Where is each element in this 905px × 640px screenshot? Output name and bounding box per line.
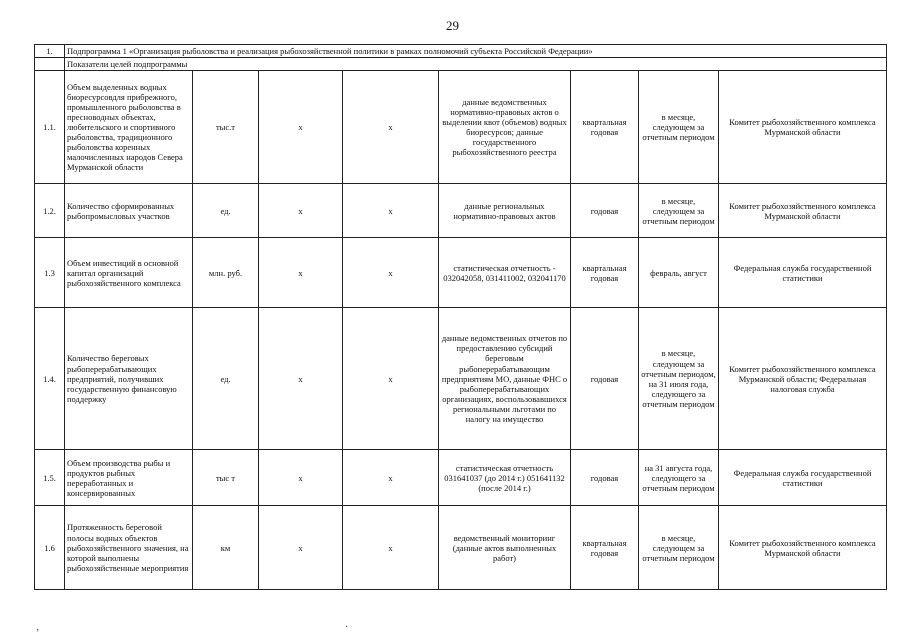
x-mark: х xyxy=(343,71,439,184)
unit: км xyxy=(193,506,259,590)
unit: ед. xyxy=(193,184,259,238)
indicator-name: Объем инвестиций в основной капитал организаций рыбохозяйственного комплекса xyxy=(65,238,193,308)
indicator-name: Количество береговых рыбоперерабатывающих предприятий, получивших государственную финансовую поддержку xyxy=(65,308,193,450)
responsible: Комитет рыбохозяйственного комплекса Мурманской области xyxy=(719,506,887,590)
responsible: Федеральная служба государственной статистики xyxy=(719,238,887,308)
x-mark: х xyxy=(343,238,439,308)
table-row xyxy=(35,71,887,184)
x-mark: х xyxy=(343,184,439,238)
deadline: в месяце, следующем за отчетным периодом xyxy=(639,184,719,238)
responsible: Комитет рыбохозяйственного комплекса Мурманской области xyxy=(719,184,887,238)
data-source: статистическая отчетность - 032042058, 031411002, 032041170 xyxy=(439,238,571,308)
goal-indicators-header-row xyxy=(35,58,887,71)
data-source: данные региональных нормативно-правовых актов xyxy=(439,184,571,238)
x-mark: х xyxy=(343,308,439,450)
periodicity: годовая xyxy=(571,308,639,450)
deadline: в месяце, следующем за отчетным периодом xyxy=(639,506,719,590)
unit: тыс т xyxy=(193,450,259,506)
empty-cell xyxy=(35,58,65,71)
responsible: Федеральная служба государственной статистики xyxy=(719,450,887,506)
x-mark: х xyxy=(259,308,343,450)
x-mark: х xyxy=(259,450,343,506)
table-row xyxy=(35,308,887,450)
deadline: в месяце, следующем за отчетным периодом, на 31 июля года, следующего за отчетным периодом xyxy=(639,308,719,450)
scan-speck: · xyxy=(345,622,349,633)
data-source: данные ведомственных отчетов по предоставлению субсидий береговым рыбоперерабатывающим предприятиям МО, данные ФНС о рыбоперерабатывающих организациях, воспользовавшихся региональными льготами по налогу на имущество xyxy=(439,308,571,450)
periodicity: квартальная годовая xyxy=(571,506,639,590)
x-mark: х xyxy=(343,450,439,506)
data-source: статистическая отчетность 031641037 (до 2014 г.) 051641132 (после 2014 г.) xyxy=(439,450,571,506)
data-source: данные ведомственных нормативно-правовых актов о выделении квот (объемов) водных биоресурсов; данные государственного рыбохозяйственного реестра xyxy=(439,71,571,184)
unit: тыс.т xyxy=(193,71,259,184)
subprogram-title: Подпрограмма 1 «Организация рыболовства и реализация рыбохозяйственной политики в рамках полномочий субъекта Российской Федерации» xyxy=(65,45,887,58)
table-row xyxy=(35,450,887,506)
row-number: 1.2. xyxy=(35,184,65,238)
goal-indicators-title: Показатели целей подпрограммы xyxy=(65,58,887,71)
data-source: ведомственный мониторинг (данные актов выполненных работ) xyxy=(439,506,571,590)
scan-speck: ‚ xyxy=(36,622,40,633)
indicator-name: Объем выделенных водных биоресурсовдля прибрежного, промышленного рыболовства в пресноводных объектах, любительского и спортивного рыболовства, традиционного рыболовства коренных малочисленных народов Севера Мурманской области xyxy=(65,71,193,184)
periodicity: годовая xyxy=(571,450,639,506)
indicator-name: Количество сформированных рыбопромысловых участков xyxy=(65,184,193,238)
responsible: Комитет рыбохозяйственного комплекса Мурманской области xyxy=(719,71,887,184)
periodicity: квартальная годовая xyxy=(571,71,639,184)
deadline: в месяце, следующем за отчетным периодом xyxy=(639,71,719,184)
table-body xyxy=(35,45,887,590)
row-number: 1.1. xyxy=(35,71,65,184)
row-number: 1.6 xyxy=(35,506,65,590)
row-number: 1.4. xyxy=(35,308,65,450)
table-row xyxy=(35,184,887,238)
periodicity: квартальная годовая xyxy=(571,238,639,308)
indicator-name: Протяженность береговой полосы водных объектов рыбохозяйственного значения, на которой выполнены рыбохозяйственные мероприятия xyxy=(65,506,193,590)
subprogram-number: 1. xyxy=(35,45,65,58)
x-mark: х xyxy=(259,71,343,184)
deadline: на 31 августа года, следующего за отчетным периодом xyxy=(639,450,719,506)
indicators-table xyxy=(34,44,887,590)
x-mark: х xyxy=(259,184,343,238)
page-number: 29 xyxy=(446,18,459,33)
indicator-name: Объем производства рыбы и продуктов рыбных переработанных и консервированных xyxy=(65,450,193,506)
table-row xyxy=(35,506,887,590)
responsible: Комитет рыбохозяйственного комплекса Мурманской области; Федеральная налоговая служба xyxy=(719,308,887,450)
unit: млн. руб. xyxy=(193,238,259,308)
row-number: 1.5. xyxy=(35,450,65,506)
x-mark: х xyxy=(259,506,343,590)
subprogram-header-row xyxy=(35,45,887,58)
periodicity: годовая xyxy=(571,184,639,238)
deadline: февраль, август xyxy=(639,238,719,308)
x-mark: х xyxy=(259,238,343,308)
unit: ед. xyxy=(193,308,259,450)
table-row xyxy=(35,238,887,308)
row-number: 1.3 xyxy=(35,238,65,308)
x-mark: х xyxy=(343,506,439,590)
